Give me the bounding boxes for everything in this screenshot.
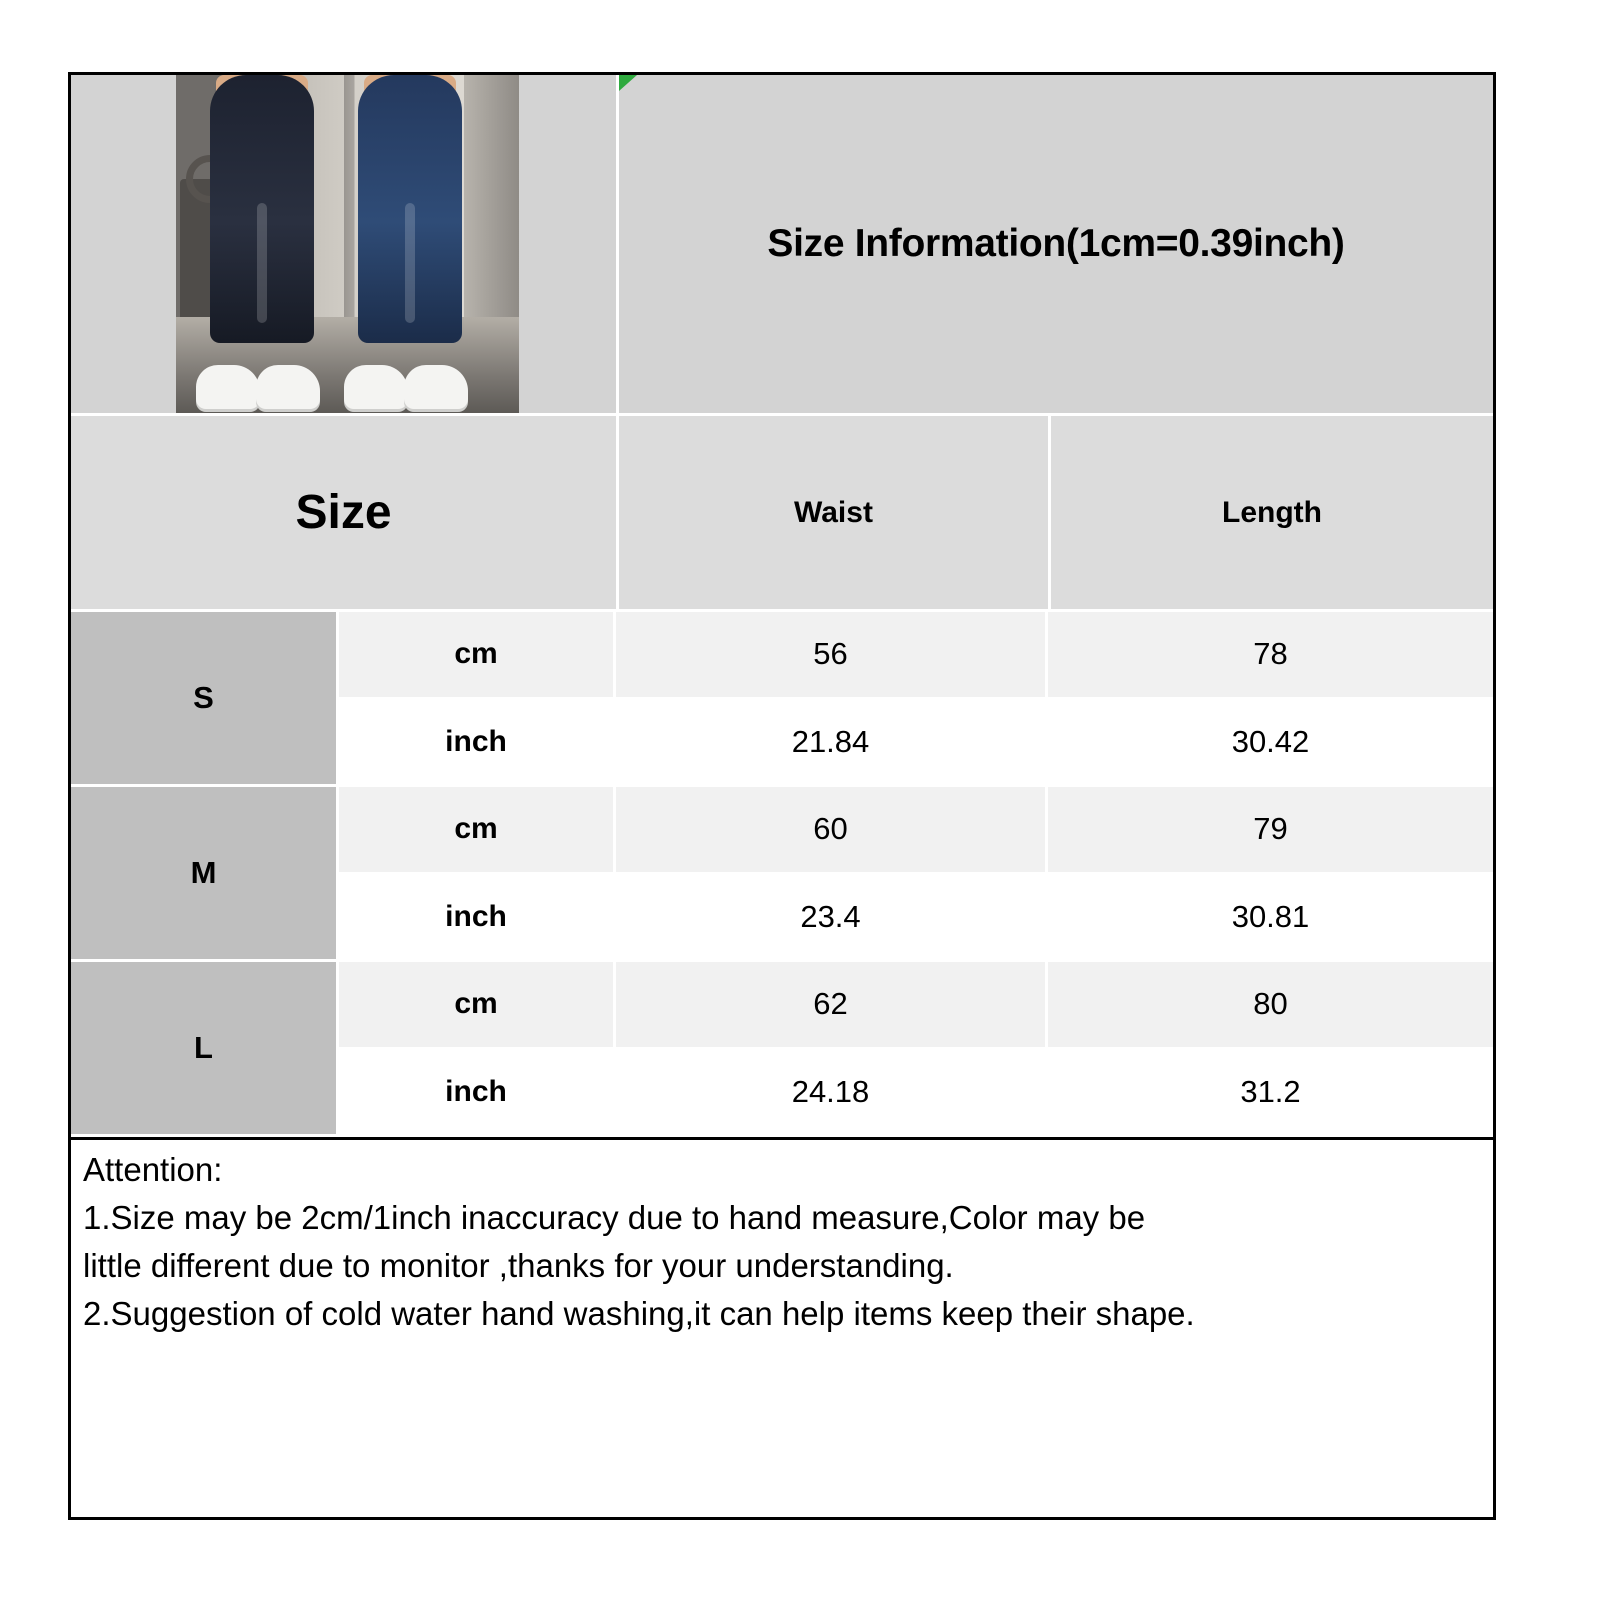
size-s-inch-length: 30.42	[1231, 723, 1310, 759]
table-row	[71, 787, 1493, 962]
value-cell-waist	[616, 1050, 1048, 1135]
column-header-length-label: Length	[1222, 495, 1322, 529]
value-cell-length	[1048, 962, 1493, 1047]
size-m-cm-length: 79	[1253, 811, 1288, 847]
unit-cell-inch-text: inch	[445, 899, 507, 933]
value-cell-length	[1048, 700, 1493, 785]
unit-cell-inch	[339, 875, 616, 960]
size-l-cm-row	[339, 962, 1493, 1050]
table-row	[71, 962, 1493, 1137]
model-left-leg-gap	[257, 203, 267, 323]
unit-cell-cm-text: cm	[454, 637, 498, 671]
unit-cell-inch-text: inch	[445, 724, 507, 758]
size-s-cm-waist: 56	[813, 636, 848, 672]
size-l-cm-length: 80	[1253, 986, 1288, 1022]
value-cell-length	[1048, 612, 1493, 697]
size-m-cm-waist: 60	[813, 811, 848, 847]
size-m-inch-waist: 23.4	[800, 898, 861, 934]
size-s-inch-row	[339, 700, 1493, 785]
size-m-measurements	[339, 787, 1493, 959]
model-figure-right	[346, 75, 474, 413]
column-header-waist-label: Waist	[794, 495, 873, 529]
size-m-inch-row	[339, 875, 1493, 960]
model-right-shoe-a	[344, 365, 408, 409]
value-cell-length	[1048, 875, 1493, 960]
size-l-inch-length: 31.2	[1240, 1073, 1301, 1109]
column-header-waist	[619, 416, 1051, 609]
column-header-length	[1051, 416, 1493, 609]
size-l-measurements	[339, 962, 1493, 1134]
size-s-measurements	[339, 612, 1493, 784]
column-header-size-label: Size	[295, 486, 392, 539]
model-left-shoe-a	[196, 365, 260, 409]
unit-cell-cm	[339, 612, 616, 697]
unit-cell-inch	[339, 700, 616, 785]
attention-line-3: 2.Suggestion of cold water hand washing,it can help items keep their shape.	[83, 1294, 1195, 1332]
value-cell-waist	[616, 962, 1048, 1047]
size-s-cm-row	[339, 612, 1493, 700]
top-band	[71, 75, 1493, 413]
value-cell-waist	[616, 612, 1048, 697]
column-header-size	[71, 416, 619, 609]
value-cell-length	[1048, 1050, 1493, 1135]
table-header-row	[71, 413, 1493, 609]
product-photo-cell	[71, 75, 619, 413]
value-cell-waist	[616, 787, 1048, 872]
attention-section	[71, 1137, 1493, 1500]
size-label-m-text: M	[190, 855, 217, 890]
model-figure-left	[198, 75, 326, 413]
product-photo-image	[176, 75, 519, 413]
title-cell	[619, 75, 1493, 413]
page-title: Size Information(1cm=0.39inch)	[767, 222, 1345, 265]
size-label-s	[71, 612, 339, 784]
model-right-shoe-b	[404, 365, 468, 409]
size-l-inch-waist: 24.18	[791, 1073, 870, 1109]
value-cell-waist	[616, 700, 1048, 785]
size-m-cm-row	[339, 787, 1493, 875]
unit-cell-cm-text: cm	[454, 987, 498, 1021]
size-m-inch-length: 30.81	[1231, 898, 1310, 934]
unit-cell-inch-text: inch	[445, 1074, 507, 1108]
size-label-l-text: L	[194, 1030, 213, 1065]
size-label-m	[71, 787, 339, 959]
size-label-l	[71, 962, 339, 1134]
size-chart-sheet	[68, 72, 1496, 1520]
unit-cell-cm-text: cm	[454, 812, 498, 846]
size-label-s-text: S	[193, 680, 214, 715]
model-left-shoe-b	[256, 365, 320, 409]
attention-line-2: little different due to monitor ,thanks for your understanding.	[83, 1246, 954, 1284]
attention-line-1: 1.Size may be 2cm/1inch inaccuracy due to hand measure,Color may be	[83, 1198, 1146, 1236]
size-l-cm-waist: 62	[813, 986, 848, 1022]
unit-cell-cm	[339, 787, 616, 872]
model-right-leg-gap	[405, 203, 415, 323]
table-row	[71, 612, 1493, 787]
value-cell-length	[1048, 787, 1493, 872]
unit-cell-inch	[339, 1050, 616, 1135]
attention-heading: Attention:	[83, 1151, 223, 1188]
unit-cell-cm	[339, 962, 616, 1047]
value-cell-waist	[616, 875, 1048, 960]
size-l-inch-row	[339, 1050, 1493, 1135]
size-s-cm-length: 78	[1253, 636, 1288, 672]
green-corner-marker-icon	[619, 75, 637, 91]
table-body	[71, 609, 1493, 1137]
size-s-inch-waist: 21.84	[791, 723, 870, 759]
